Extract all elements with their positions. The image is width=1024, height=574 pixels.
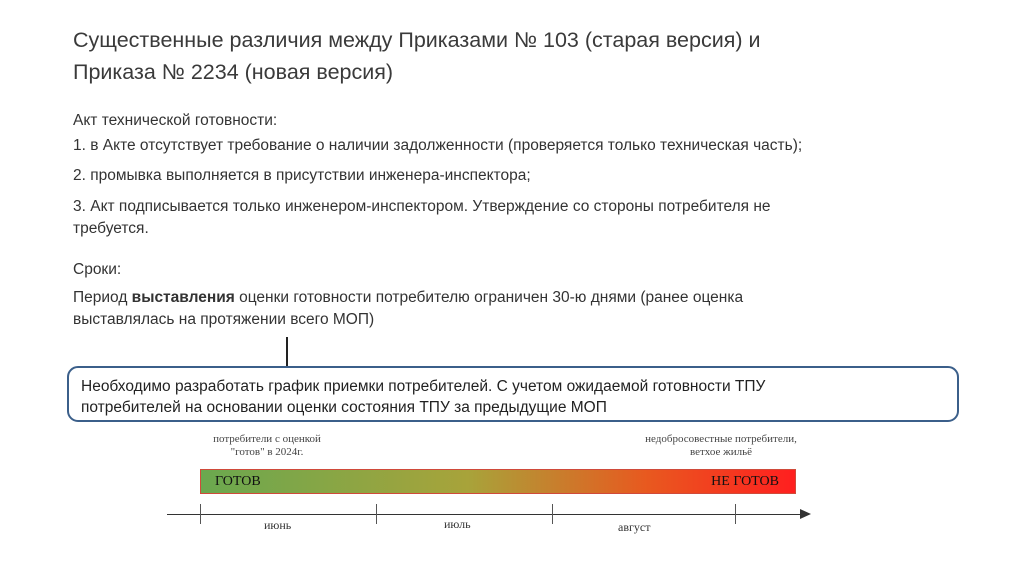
terms-prefix: Период [73,289,132,306]
timeline-tick [200,504,201,524]
act-item-3-line-1: 3. Акт подписывается только инженером-инспектором. Утверждение со стороны потребителя не [73,198,771,215]
terms-bold-word: выставления [131,289,235,306]
month-label-july: июль [444,517,471,531]
terms-heading: Сроки: [73,261,122,278]
act-item-1: 1. в Акте отсутствует требование о наличии задолженности (проверяется только техническая часть); [73,137,803,154]
bar-label-not-ready: НЕ ГОТОВ [711,474,779,489]
timeline-right-note-line-1: недобросовестные потребители, [645,433,797,445]
act-item-2: 2. промывка выполняется в присутствии инженера-инспектора; [73,167,531,184]
callout-line-1: Необходимо разработать график приемки потребителей. С учетом ожидаемой готовности ТПУ [81,378,766,395]
act-heading: Акт технической готовности: [73,112,278,129]
callout-line-2: потребителей на основании оценки состояния ТПУ за предыдущие МОП [81,399,607,416]
slide-title [73,24,953,88]
slide-title-line-2: Приказа № 2234 (новая версия) [73,60,394,84]
timeline-left-note-line-2: "готов" в 2024г. [230,446,304,458]
timeline-right-note [614,433,828,459]
timeline-tick [735,504,736,524]
timeline-tick [376,504,377,524]
timeline-axis [167,514,801,515]
terms-line-1 [73,287,933,309]
timeline-arrow-icon [800,509,811,519]
act-item-3-line-2: требуется. [73,220,149,237]
terms-line-2: выставлялась на протяжении всего МОП) [73,311,375,328]
month-label-august: август [618,520,651,534]
timeline-left-note [192,433,342,459]
callout-box [67,366,959,422]
timeline-left-note-line-1: потребители с оценкой [213,433,321,445]
act-item-3 [73,196,933,240]
connector-line [286,337,288,367]
readiness-gradient-bar [200,469,796,494]
terms-suffix: оценки готовности потребителю ограничен 30-ю днями (ранее оценка [234,289,744,306]
slide-title-line-1: Существенные различия между Приказами № 103 (старая версия) и [73,28,761,52]
timeline-right-note-line-2: ветхое жильё [689,446,753,458]
timeline-tick [552,504,553,524]
month-label-june: июнь [264,518,292,532]
bar-label-ready: ГОТОВ [215,474,261,489]
terms-text [73,287,933,331]
